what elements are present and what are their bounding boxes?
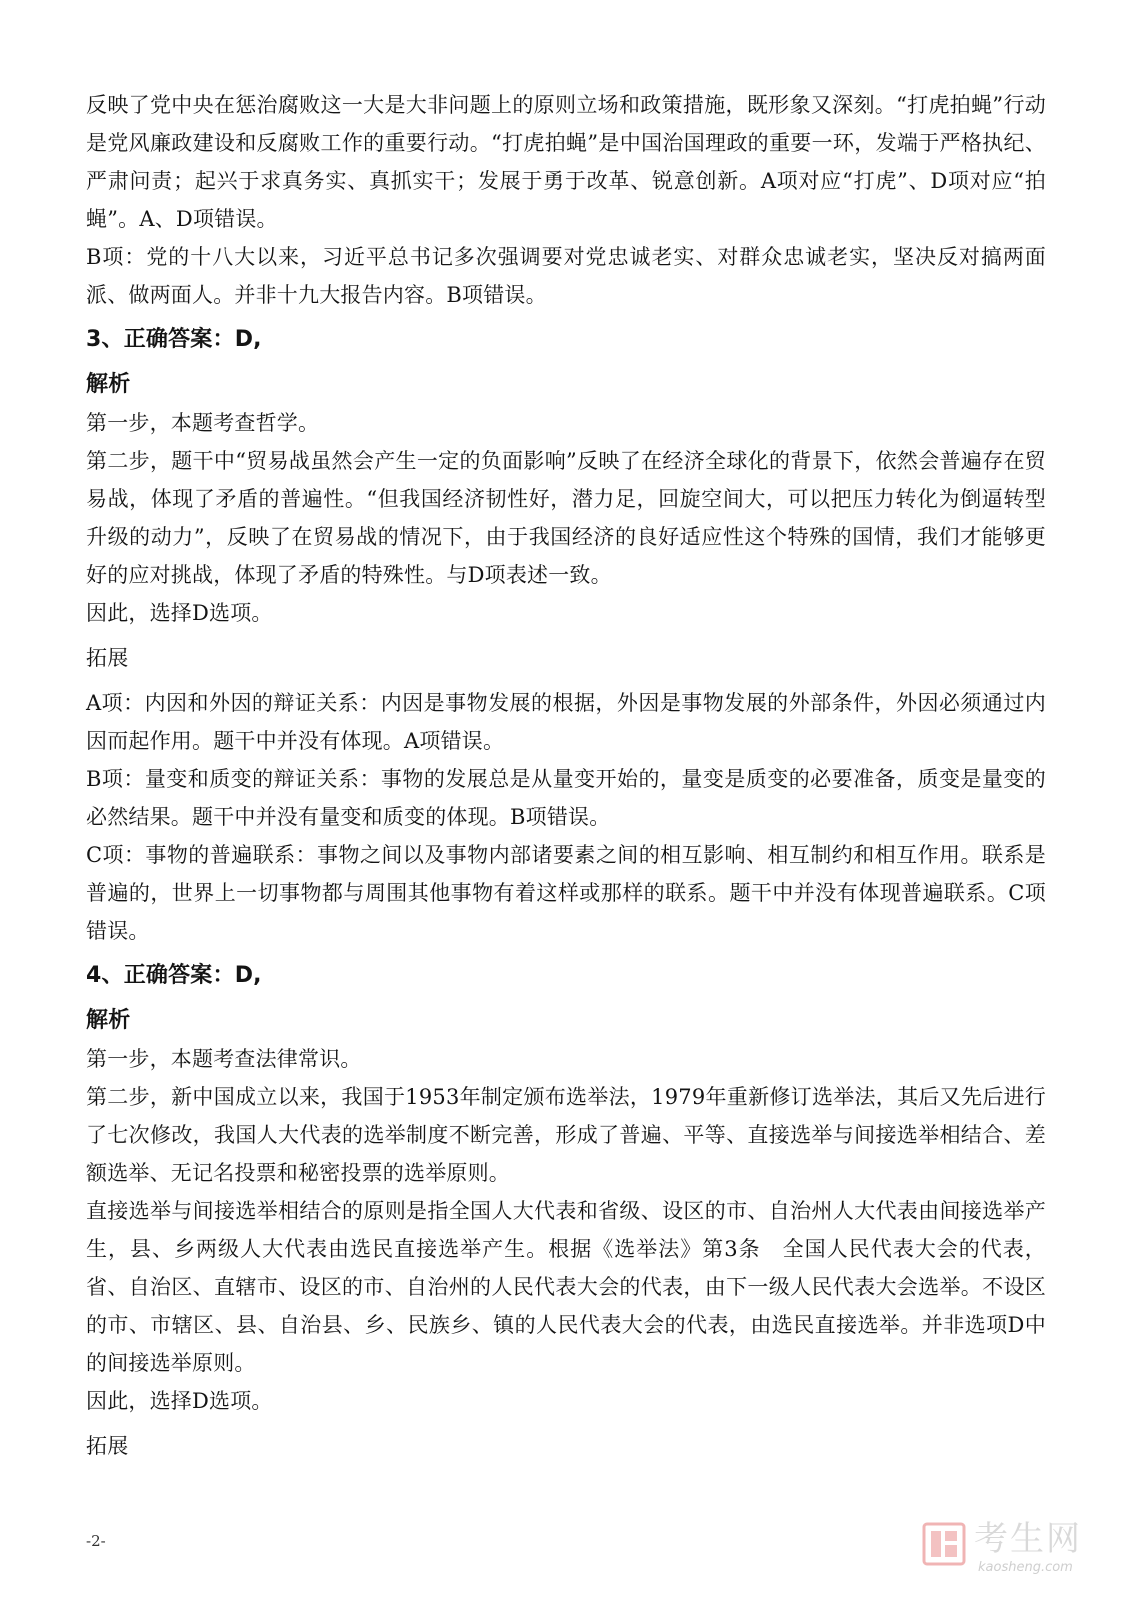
paragraph-b-item: B项：党的十八大以来，习近平总书记多次强调要对党忠诚老实、对群众忠诚老实，坚决反对搞两面派、做两面人。并非十九大报告内容。B项错误。 — [86, 245, 1046, 307]
answer-3-heading: 3、正确答案：D, — [86, 327, 262, 352]
answer-4-heading: 4、正确答案：D, — [86, 963, 262, 988]
analysis-heading-2: 解析 — [86, 1008, 131, 1033]
step-one-2: 第一步，本题考查法律常识。 — [86, 1047, 362, 1071]
extension-heading: 拓展 — [86, 646, 129, 670]
step-two-2: 第二步，新中国成立以来，我国于1953年制定颁布选举法，1979年重新修订选举法，其后又先后进行了七次修改，我国人大代表的选举制度不断完善，形成了普遍、平等、直接选举与间接选举相结合、差额选举、无记名投票和秘密投票的选举原则。 — [86, 1085, 1046, 1185]
watermark-title: 考生网 — [974, 1519, 1082, 1559]
election-principle: 直接选举与间接选举相结合的原则是指全国人大代表和省级、设区的市、自治州人大代表由间接选举产生，县、乡两级人大代表由选民直接选举产生。根据《选举法》第3条 全国人民代表大会的代表，省、自治区、直辖市、设区的市、自治州的人民代表大会的代表，由下一级人民代表大会选举。不设区的市、市辖区、县、自治县、乡、民族乡、镇的人民代表大会的代表，由选民直接选举。并非选项D中的间接选举原则。 — [86, 1199, 1046, 1375]
extension-a: A项：内因和外因的辩证关系：内因是事物发展的根据，外因是事物发展的外部条件，外因必须通过内因而起作用。题干中并没有体现。A项错误。 — [86, 691, 1046, 753]
extension-c: C项：事物的普遍联系：事物之间以及事物内部诸要素之间的相互影响、相互制约和相互作用。联系是普遍的，世界上一切事物都与周围其他事物有着这样或那样的联系。题干中并没有体现普遍联系。C项错误。 — [86, 843, 1046, 943]
watermark — [922, 1518, 1122, 1588]
conclusion-2: 因此，选择D选项。 — [86, 1389, 273, 1413]
step-two: 第二步，题干中“贸易战虽然会产生一定的负面影响”反映了在经济全球化的背景下，依然会普遍存在贸易战，体现了矛盾的普遍性。“但我国经济韧性好，潜力足，回旋空间大，可以把压力转化为倒逼转型升级的动力”，反映了在贸易战的情况下，由于我国经济的良好适应性这个特殊的国情，我们才能够更好的应对挑战，体现了矛盾的特殊性。与D项表述一致。 — [86, 449, 1046, 587]
watermark-site: kaosheng.com — [978, 1560, 1073, 1575]
kaosheng-logo-icon — [922, 1522, 966, 1566]
step-one: 第一步，本题考查哲学。 — [86, 411, 320, 435]
page-number: -2- — [86, 1532, 106, 1550]
conclusion: 因此，选择D选项。 — [86, 601, 273, 625]
extension-heading-2: 拓展 — [86, 1434, 129, 1458]
document-body — [86, 86, 1046, 1465]
analysis-heading: 解析 — [86, 372, 131, 397]
extension-b: B项：量变和质变的辩证关系：事物的发展总是从量变开始的，量变是质变的必要准备，质变是量变的必然结果。题干中并没有量变和质变的体现。B项错误。 — [86, 767, 1046, 829]
paragraph-continuation: 反映了党中央在惩治腐败这一大是大非问题上的原则立场和政策措施，既形象又深刻。“打虎拍蝇”行动是党风廉政建设和反腐败工作的重要行动。“打虎拍蝇”是中国治国理政的重要一环，发端于严格执纪、严肃问责；起兴于求真务实、真抓实干；发展于勇于改革、锐意创新。A项对应“打虎”、D项对应“拍蝇”。A、D项错误。 — [86, 93, 1046, 231]
